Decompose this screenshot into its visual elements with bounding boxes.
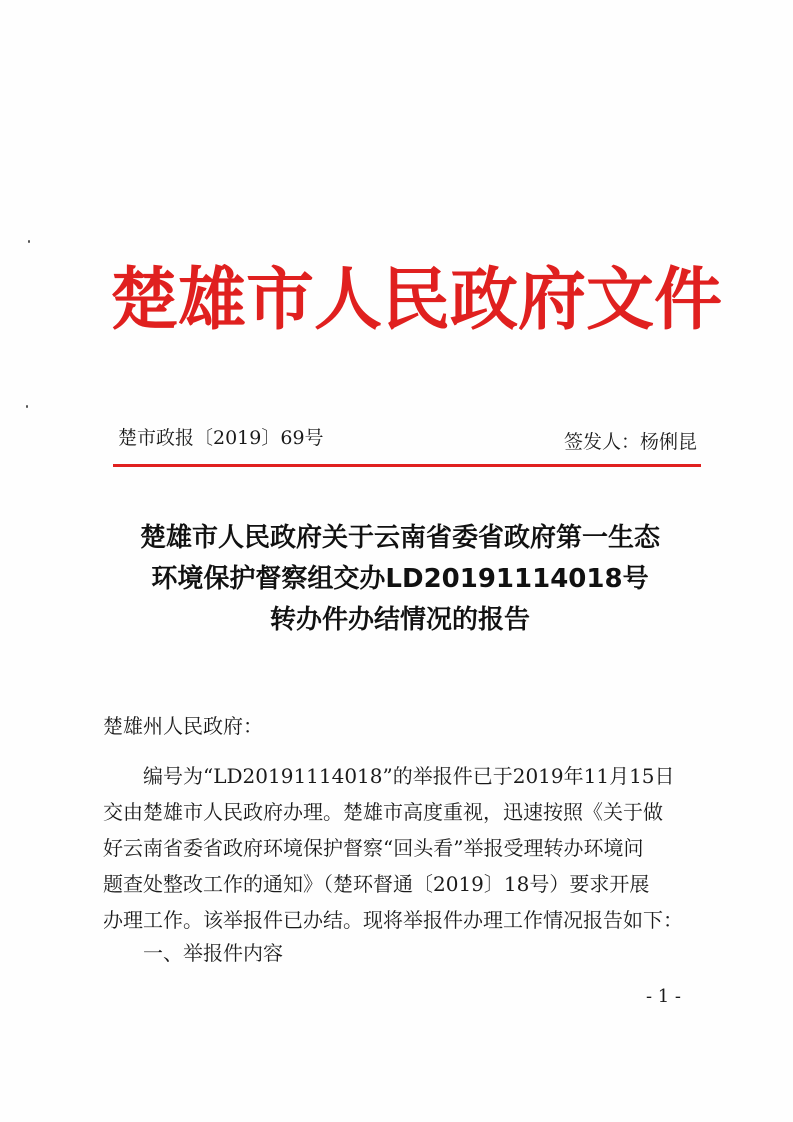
document-title	[90, 518, 710, 641]
document-masthead: 楚雄市人民政府文件	[110, 260, 723, 340]
paragraph-line: 交由楚雄市人民政府办理。楚雄市高度重视，迅速按照《关于做	[103, 800, 663, 824]
paragraph-line: 编号为“LD20191114018”的举报件已于2019年11月15日	[143, 764, 675, 788]
section-heading: 一、举报件内容	[143, 941, 283, 965]
red-divider-line	[113, 464, 701, 467]
scan-speck	[26, 405, 28, 408]
title-line: 环境保护督察组交办LD20191114018号	[151, 564, 649, 594]
title-line: 转办件办结情况的报告	[269, 605, 530, 635]
page-number: - 1 -	[645, 986, 681, 1007]
scan-speck	[28, 240, 30, 243]
title-line: 楚雄市人民政府关于云南省委省政府第一生态	[139, 523, 660, 553]
document-number: 楚市政报〔2019〕69号	[118, 427, 324, 449]
salutation: 楚雄州人民政府：	[103, 714, 263, 738]
paragraph-line: 题查处整改工作的通知》（楚环督通〔2019〕18号）要求开展	[103, 872, 650, 896]
paragraph-line: 办理工作。该举报件已办结。现将举报件办理工作情况报告如下：	[103, 908, 683, 932]
signer-label: 签发人：杨俐昆	[563, 431, 697, 453]
body-paragraph	[103, 758, 703, 938]
paragraph-line: 好云南省委省政府环境保护督察“回头看”举报受理转办环境问	[103, 836, 644, 860]
